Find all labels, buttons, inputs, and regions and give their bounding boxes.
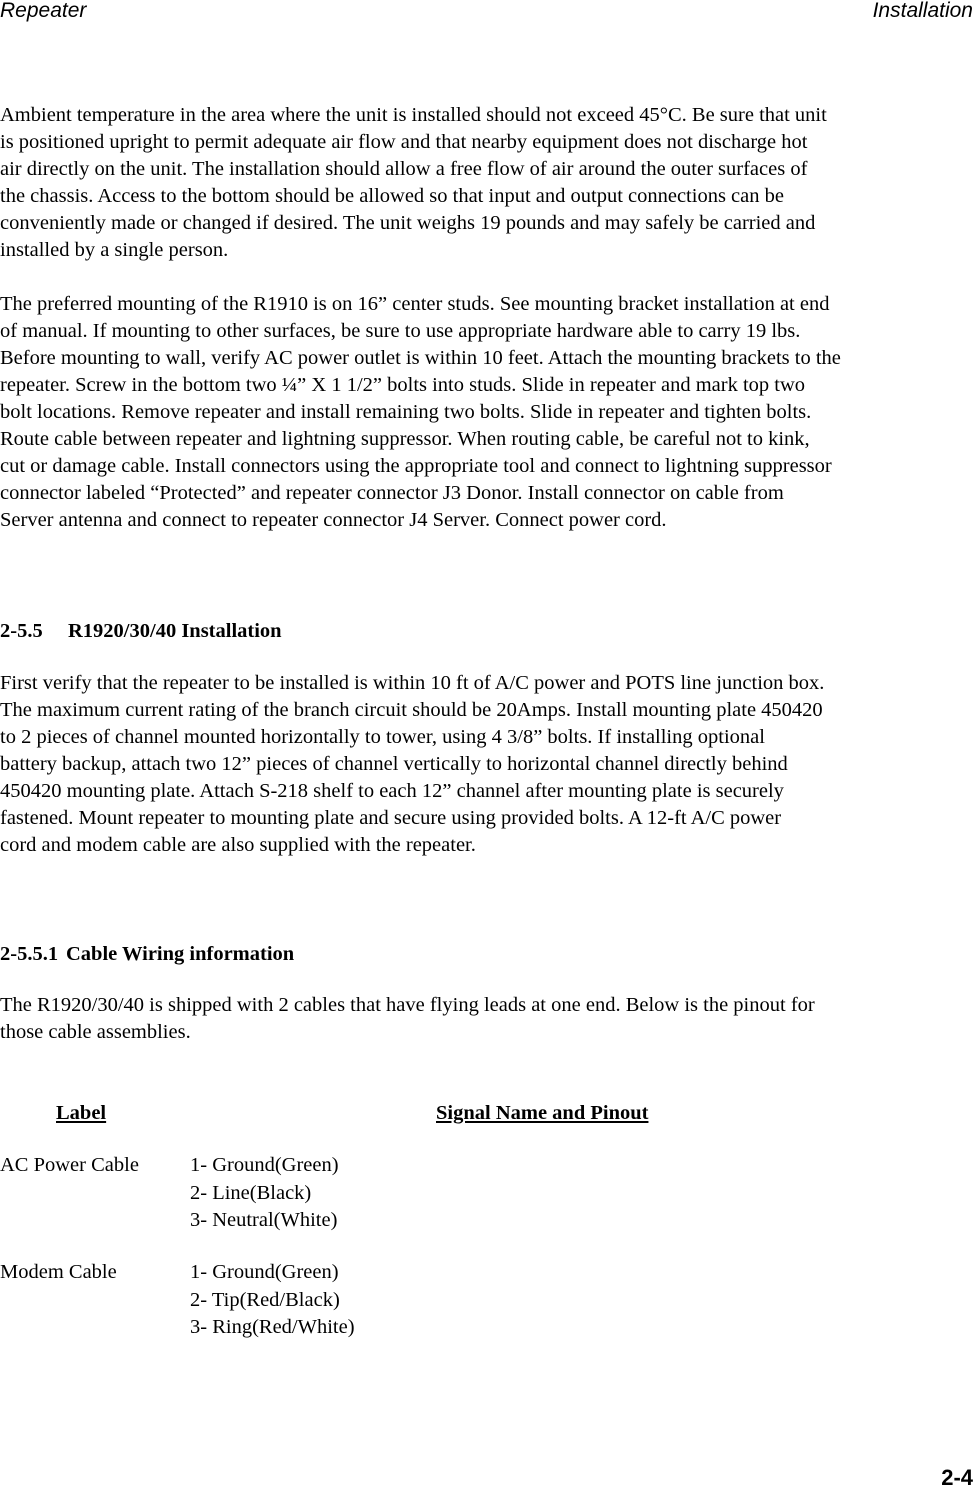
text-line: fastened. Mount repeater to mounting plate and secure using provided bolts. A 12-ft A/C power — [0, 807, 782, 829]
pin-item: 1- Ground(Green) — [190, 1154, 339, 1176]
section-title: R1920/30/40 Installation — [68, 620, 282, 642]
text-line: Route cable between repeater and lightning suppressor. When routing cable, be careful not to kink, — [0, 428, 810, 450]
section-title: Cable Wiring information — [66, 943, 295, 965]
running-header-left: Repeater — [0, 0, 87, 22]
pin-list — [190, 1152, 339, 1235]
text-line: of manual. If mounting to other surfaces, be sure to use appropriate hardware able to carry 19 lbs. — [0, 320, 801, 342]
text-line: repeater. Screw in the bottom two ¼” X 1 1/2” bolts into studs. Slide in repeater and mark top two — [0, 374, 806, 396]
paragraph-r1920-installation — [0, 670, 960, 859]
paragraph-r1910-mounting — [0, 291, 960, 534]
section-number: 2-5.5 — [0, 620, 43, 642]
section-heading-2-5-5 — [0, 618, 282, 645]
cable-label: Modem Cable — [0, 1261, 117, 1283]
column-header-signal: Signal Name and Pinout — [436, 1102, 649, 1124]
pin-list — [190, 1259, 355, 1342]
section-number: 2-5.5.1 — [0, 943, 59, 965]
pin-item: 2- Line(Black) — [190, 1181, 312, 1204]
text-line: bolt locations. Remove repeater and install remaining two bolts. Slide in repeater and tighten bolts. — [0, 401, 812, 423]
text-line: cut or damage cable. Install connectors using the appropriate tool and connect to lightning suppressor — [0, 455, 832, 477]
text-line: Ambient temperature in the area where the unit is installed should not exceed 45°C. Be sure that unit — [0, 104, 827, 126]
paragraph-cable-wiring — [0, 992, 960, 1046]
text-line: The maximum current rating of the branch circuit should be 20Amps. Install mounting plate 450420 — [0, 699, 823, 721]
text-line: The preferred mounting of the R1910 is on 16” center studs. See mounting bracket installation at end — [0, 293, 830, 315]
section-heading-2-5-5-1 — [0, 941, 294, 968]
text-line: cord and modem cable are also supplied with the repeater. — [0, 834, 476, 856]
cable-label: AC Power Cable — [0, 1154, 139, 1176]
text-line: the chassis. Access to the bottom should be allowed so that input and output connections can be — [0, 185, 784, 207]
text-line: those cable assemblies. — [0, 1021, 191, 1043]
pin-item: 3- Neutral(White) — [190, 1209, 338, 1231]
text-line: air directly on the unit. The installation should allow a free flow of air around the outer surfaces of — [0, 158, 808, 180]
text-line: conveniently made or changed if desired. The unit weighs 19 pounds and may safely be carried and — [0, 212, 816, 234]
paragraph-ambient-temperature — [0, 102, 960, 264]
column-header-label: Label — [56, 1102, 107, 1124]
pin-item: 1- Ground(Green) — [190, 1261, 339, 1283]
text-line: connector labeled “Protected” and repeater connector J3 Donor. Install connector on cable from — [0, 482, 784, 504]
text-line: installed by a single person. — [0, 239, 229, 261]
text-line: First verify that the repeater to be installed is within 10 ft of A/C power and POTS line junction box. — [0, 672, 825, 694]
page-number: 2-4 — [941, 1465, 973, 1490]
text-line: is positioned upright to permit adequate air flow and that nearby equipment does not discharge hot — [0, 131, 808, 153]
pin-item: 3- Ring(Red/White) — [190, 1316, 355, 1338]
text-line: The R1920/30/40 is shipped with 2 cables that have flying leads at one end. Below is the pinout for — [0, 994, 815, 1016]
text-line: Server antenna and connect to repeater connector J4 Server. Connect power cord. — [0, 509, 667, 531]
text-line: battery backup, attach two 12” pieces of channel vertically to horizontal channel directly behind — [0, 753, 788, 775]
pin-item: 2- Tip(Red/Black) — [190, 1288, 340, 1311]
text-line: Before mounting to wall, verify AC power outlet is within 10 feet. Attach the mounting brackets to the — [0, 347, 841, 369]
running-header-right: Installation — [872, 0, 973, 22]
text-line: to 2 pieces of channel mounted horizontally to tower, using 4 3/8” bolts. If installing optional — [0, 726, 765, 748]
text-line: 450420 mounting plate. Attach S-218 shelf to each 12” channel after mounting plate is securely — [0, 780, 784, 802]
